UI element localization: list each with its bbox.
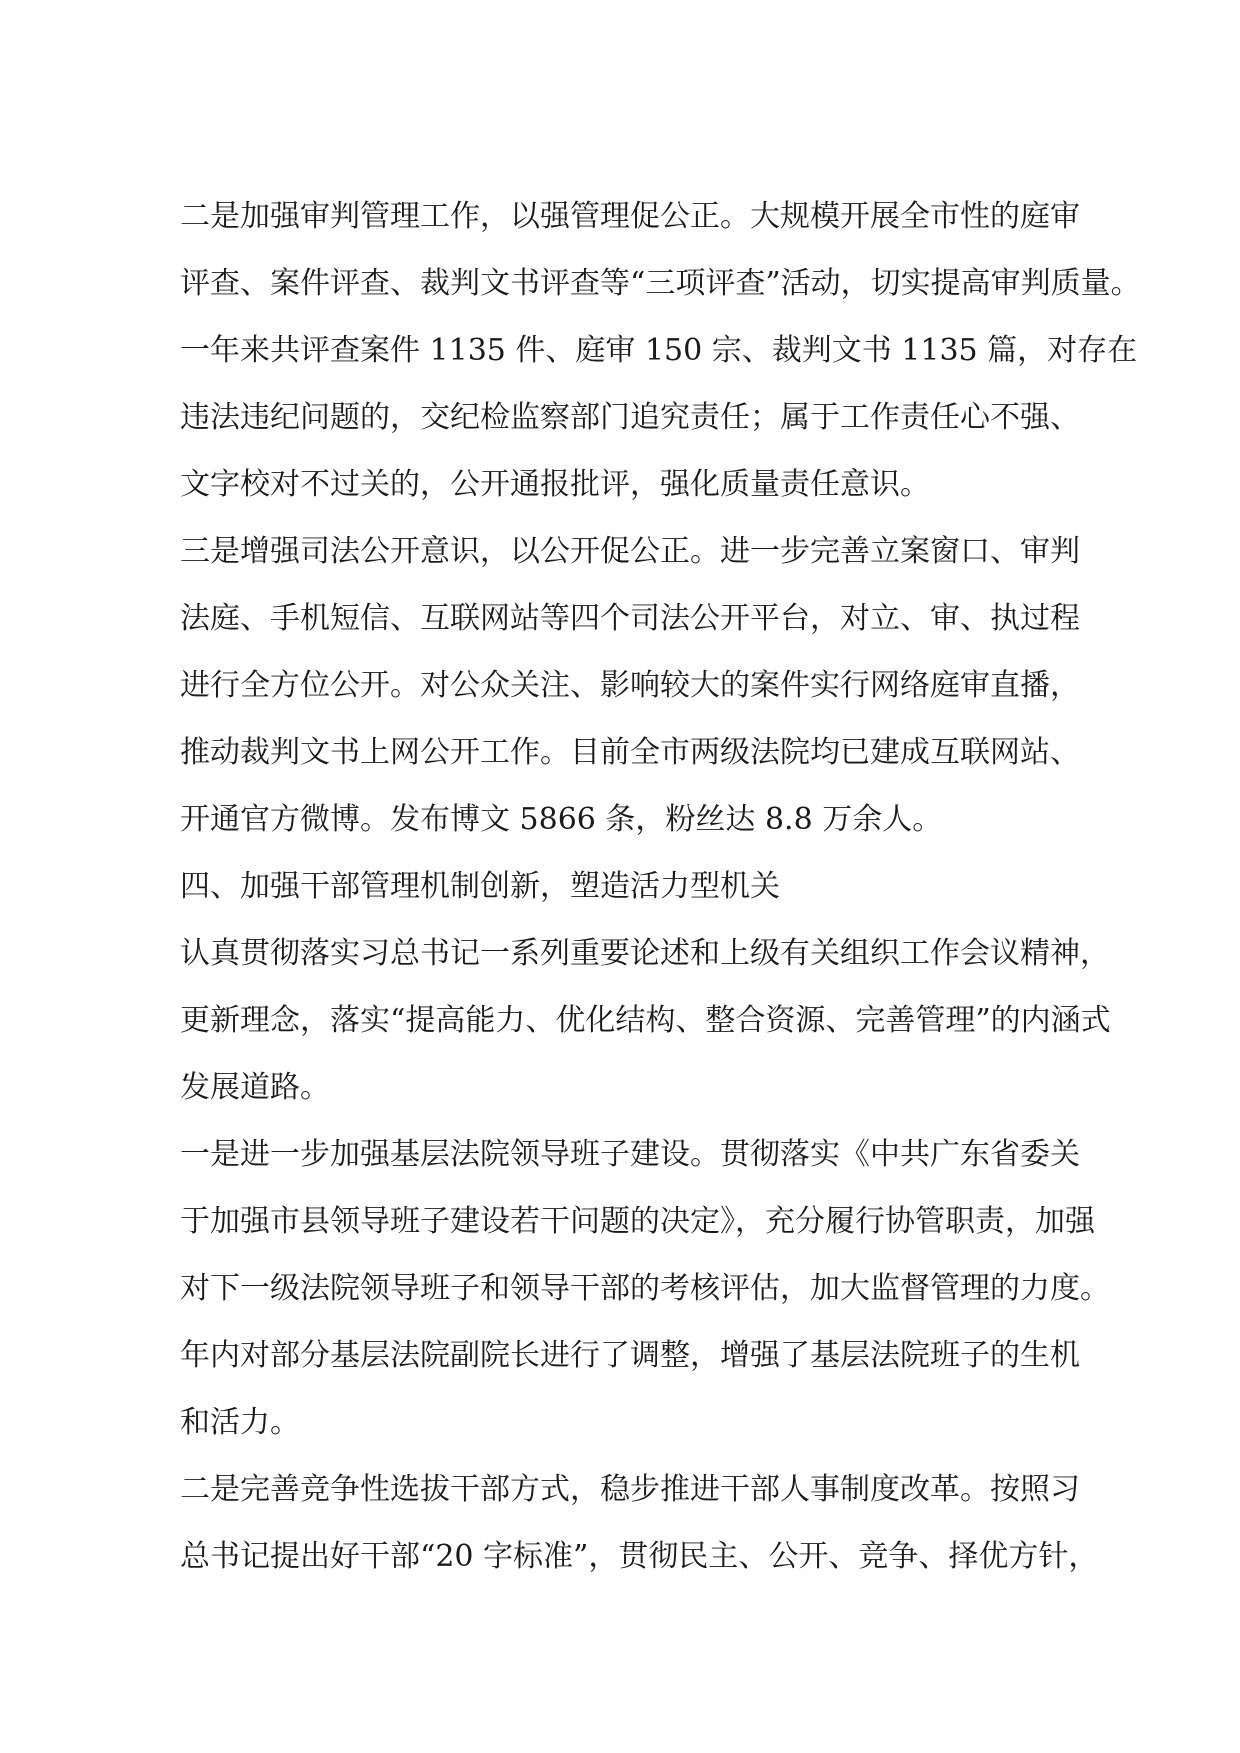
text-line: 年内对部分基层法院副院长进行了调整，增强了基层法院班子的生机 [180,1338,1080,1373]
section-heading-cadre-management [180,853,1080,920]
paragraph-competitive-selection [180,1456,1099,1590]
text-line: 二是加强审判管理工作，以强管理促公正。大规模开展全市性的庭审 [180,199,1080,234]
text-line: 评查、案件评查、裁判文书评查等“三项评查”活动，切实提高审判质量。 [180,266,1141,301]
text-line: 二是完善竞争性选拔干部方式，稳步推进干部人事制度改革。按照习 [180,1472,1080,1507]
text-line: 于加强市县领导班子建设若干问题的决定》，充分履行协管职责，加强 [180,1204,1095,1239]
text-line: 发展道路。 [180,1070,330,1105]
text-line: 进行全方位公开。对公众关注、影响较大的案件实行网络庭审直播， [180,668,1080,703]
text-line: 总书记提出好干部“20 字标准”，贯彻民主、公开、竞争、择优方针， [180,1539,1099,1574]
text-line: 开通官方微博。发布博文 5866 条，粉丝达 8.8 万余人。 [180,802,943,837]
text-line: 法庭、手机短信、互联网站等四个司法公开平台，对立、审、执过程 [180,601,1080,636]
paragraph-intro [180,920,1111,1121]
text-line: 对下一级法院领导班子和领导干部的考核评估，加大监督管理的力度。 [180,1271,1110,1306]
text-line: 三是增强司法公开意识，以公开促公正。进一步完善立案窗口、审判 [180,534,1080,569]
text-line: 文字校对不过关的，公开通报批评，强化质量责任意识。 [180,467,930,502]
section-heading: 四、加强干部管理机制创新，塑造活力型机关 [180,869,780,904]
text-line: 一年来共评查案件 1135 件、庭审 150 宗、裁判文书 1135 篇，对存在 [180,333,1138,368]
text-line: 推动裁判文书上网公开工作。目前全市两级法院均已建成互联网站、 [180,735,1080,770]
text-line: 一是进一步加强基层法院领导班子建设。贯彻落实《中共广东省委关 [180,1137,1080,1172]
text-line: 认真贯彻落实习总书记一系列重要论述和上级有关组织工作会议精神， [180,936,1110,971]
document-body [180,183,1141,1590]
text-line: 和活力。 [180,1405,300,1440]
text-line: 违法违纪问题的，交纪检监察部门追究责任；属于工作责任心不强、 [180,400,1080,435]
paragraph-leadership-building [180,1121,1110,1456]
text-line: 更新理念，落实“提高能力、优化结构、整合资源、完善管理”的内涵式 [180,1003,1111,1038]
paragraph-trial-management [180,183,1141,518]
paragraph-judicial-openness [180,518,1080,853]
